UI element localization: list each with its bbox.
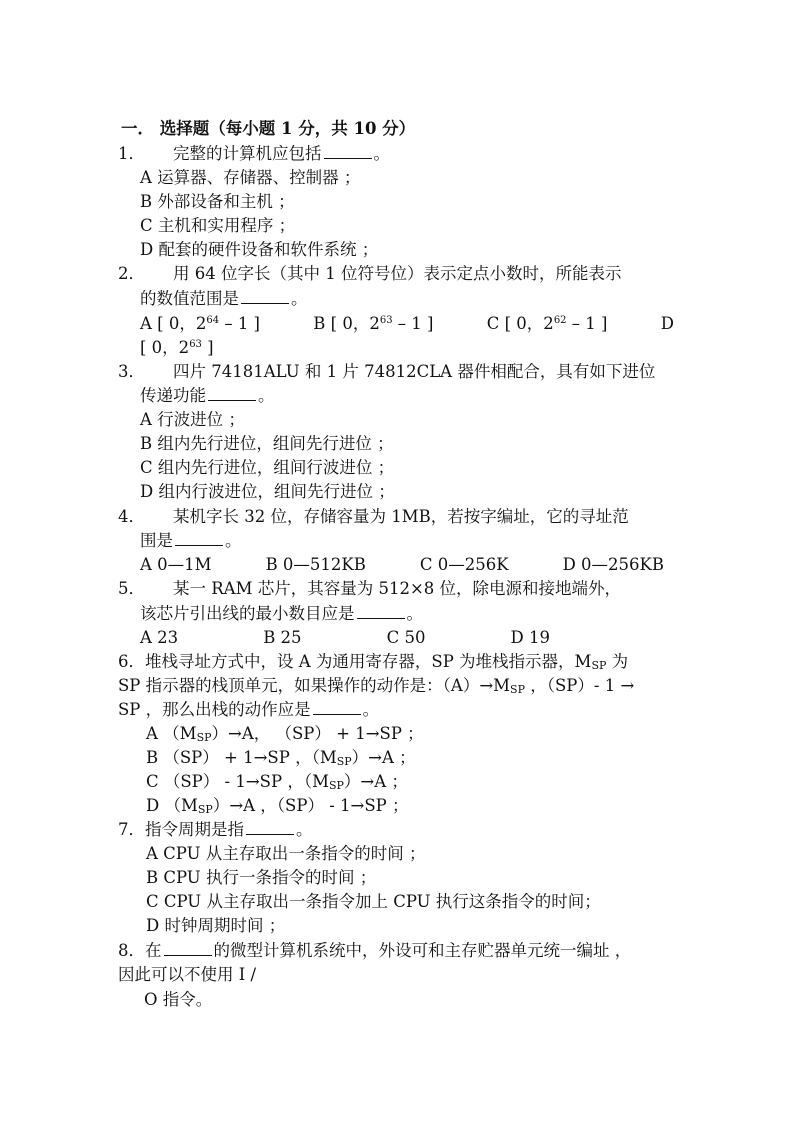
option-c: C 主机和实用程序 ；	[140, 216, 296, 235]
option-d: D 0—256KB	[562, 555, 664, 574]
question-8-line3: O 指令。	[144, 990, 213, 1009]
option-c: C 组内先行进位，组间行波进位 ；	[140, 458, 395, 477]
question-stem: 7．指令周期是指	[118, 820, 244, 839]
option-c: C 0—256K	[419, 555, 509, 574]
question-6: 6．堆栈寻址方式中，设 A 为通用寄存器，SP 为堆栈指示器，$M_{SP}$ 为	[118, 652, 629, 672]
option-a: A CPU 从主存取出一条指令的时间 ；	[146, 844, 426, 863]
option-b: B 25	[263, 628, 302, 647]
option-c: C 50	[386, 628, 426, 647]
answer-blank	[246, 820, 294, 835]
answer-blank	[357, 604, 405, 619]
question-8: 8．在 的微型计算机系统中，外设可和主存贮器单元统一编址 ，	[118, 941, 632, 960]
question-8-line2: 因此可以不使用 I /	[118, 965, 257, 984]
question-stem: 某机字长 32 位，存储容量为 1MB，若按字编址，它的寻址范	[173, 507, 629, 526]
question-stem: 用 64 位字长（其中 1 位符号位）表示定点小数时，所能表示	[173, 264, 622, 283]
question-1: 1． 完整的计算机应包括 。	[118, 144, 390, 163]
option-b: B CPU 执行一条指令的时间 ；	[146, 868, 377, 887]
question-6-line3: SP ，那么出栈的动作应是 。	[118, 700, 380, 719]
question-4-line2: 围是 。	[140, 531, 242, 550]
option-a: A $(M_{SP})\to A$， （SP） + 1→SP ；	[146, 724, 424, 744]
option-a: A 23	[140, 628, 179, 647]
question-7: 7．指令周期是指 。	[118, 820, 313, 839]
option-a: A [ 0，$2^{64} - 1$ ]	[140, 314, 260, 333]
question-number: 4．	[118, 507, 145, 526]
question-2	[118, 263, 621, 285]
answer-blank	[164, 941, 212, 956]
question-number: 5．	[118, 579, 145, 598]
option-d: D 时钟周期时间 ；	[146, 916, 286, 935]
question-stem: 四片 74181ALU 和 1 片 74812CLA 器件相配合，具有如下进位	[173, 362, 656, 381]
option-d: [ 0，$2^{63}$ ]	[140, 338, 214, 357]
question-3	[118, 361, 655, 383]
question-number: 1．	[118, 144, 145, 163]
answer-blank	[208, 386, 256, 401]
option-b: B 组内先行进位，组间先行进位 ；	[140, 434, 394, 453]
answer-blank	[241, 289, 289, 304]
question-3-line2: 传递功能 。	[140, 386, 275, 405]
option-d: D 组内行波进位，组间先行进位 ；	[140, 482, 395, 501]
question-stem: 某一 RAM 芯片，其容量为 512×8 位，除电源和接地端外，	[173, 579, 622, 598]
question-5-line2: 该芯片引出线的最小数目应是 。	[140, 604, 423, 623]
option-d: D 19	[510, 628, 550, 647]
option-d: D $(M_{SP})\to A$ ，（SP） - 1→SP ；	[146, 796, 409, 816]
answer-blank	[175, 531, 223, 546]
question-number: 3．	[118, 362, 145, 381]
answer-blank	[313, 700, 361, 715]
option-c: C （SP） - 1→SP ，$(M_{SP})\to A$ ；	[146, 772, 408, 792]
question-5-options	[140, 627, 550, 649]
option-a: A 运算器、存储器、控制器 ；	[140, 168, 361, 187]
question-stem: 完整的计算机应包括	[173, 144, 322, 163]
option-b: B 0—512KB	[265, 555, 366, 574]
section-title: 一． 选择题（每小题 1 分，共 10 分）	[121, 119, 416, 138]
option-c: C CPU 从主存取出一条指令加上 CPU 执行这条指令的时间；	[146, 892, 601, 911]
question-6-line2: SP 指示器的栈顶单元，如果操作的动作是：$(A)\to M_{SP}$ ，（SP）- 1 →	[118, 676, 635, 696]
option-a: A 行波进位 ；	[140, 410, 245, 429]
option-d: D 配套的硬件设备和软件系统 ；	[140, 240, 379, 259]
question-2-options	[140, 313, 674, 335]
option-d-label: D	[660, 314, 674, 333]
option-b: B （SP） + 1→SP ，$(M_{SP})\to A$ ；	[146, 748, 416, 768]
option-b: B [ 0，$2^{63} - 1$ ]	[313, 314, 434, 333]
option-a: A 0—1M	[140, 555, 212, 574]
option-b: B 外部设备和主机 ；	[140, 192, 295, 211]
question-2-line2: 的数值范围是 。	[140, 289, 308, 308]
question-number: 2．	[118, 264, 145, 283]
question-4-options	[140, 554, 664, 576]
option-c: C [ 0，$2^{62} - 1$ ]	[486, 314, 608, 333]
question-5	[118, 578, 621, 600]
question-4	[118, 506, 629, 528]
answer-blank	[324, 144, 372, 159]
